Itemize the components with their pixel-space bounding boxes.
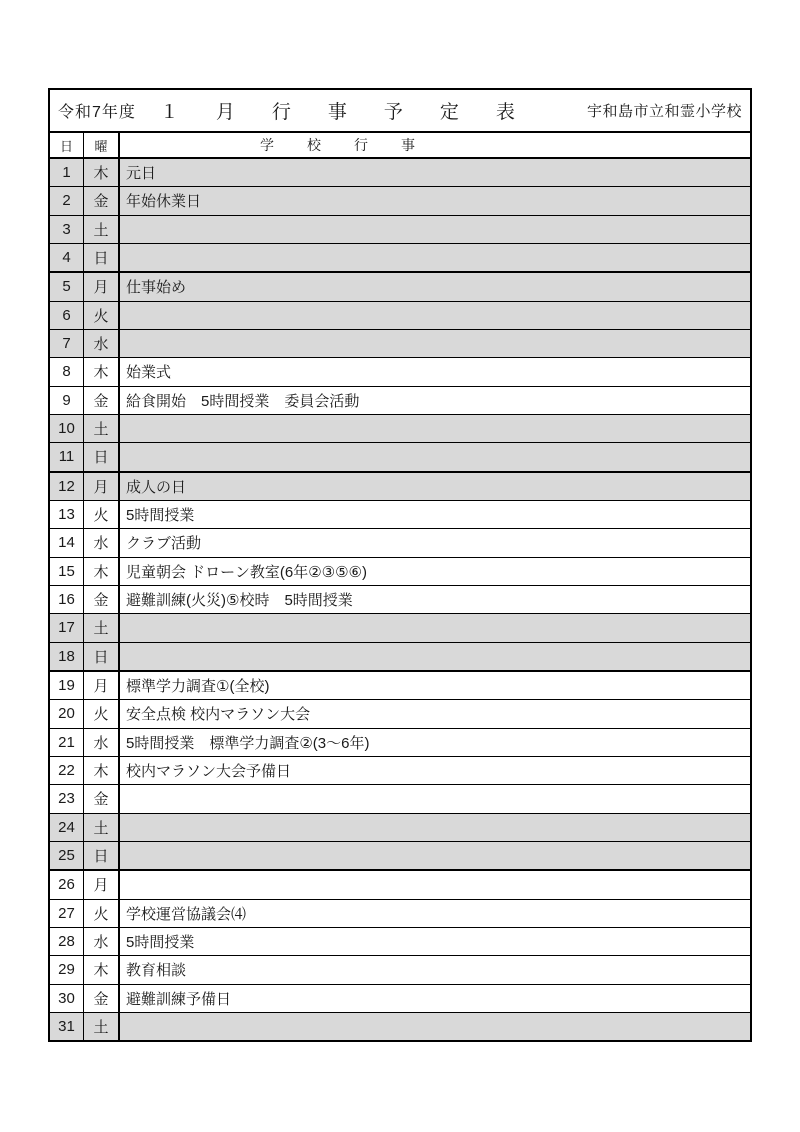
- weekday-cell: 日: [84, 443, 120, 470]
- event-cell: 教育相談: [126, 962, 187, 980]
- event-cell: [120, 244, 750, 271]
- table-row: [50, 415, 750, 443]
- day-cell: 5: [50, 273, 84, 300]
- weekday-cell: 金: [84, 586, 120, 613]
- weekday-cell: 日: [84, 244, 120, 271]
- weekday-cell: 金: [84, 187, 120, 214]
- table-row: [50, 529, 750, 557]
- weekday-cell: 水: [84, 729, 120, 756]
- table-row: [50, 558, 750, 586]
- event-cell: 給食開始 5時間授業 委員会活動: [126, 392, 360, 410]
- event-cell: [120, 1013, 750, 1040]
- event-cell: [120, 871, 750, 898]
- table-row: [50, 330, 750, 358]
- event-cell: [120, 415, 750, 442]
- day-cell: 12: [50, 473, 84, 500]
- weekday-cell: 月: [84, 871, 120, 898]
- day-cell: 2: [50, 187, 84, 214]
- day-cell: 18: [50, 643, 84, 670]
- table-row: [50, 387, 750, 415]
- day-cell: 23: [50, 785, 84, 812]
- event-cell: 児童朝会 ドローン教室(6年②③⑤⑥): [126, 563, 367, 581]
- table-row: [50, 928, 750, 956]
- table-row: [50, 473, 750, 501]
- weekday-cell: 土: [84, 1013, 120, 1040]
- day-cell: 14: [50, 529, 84, 556]
- table-row: [50, 757, 750, 785]
- weekday-cell: 月: [84, 273, 120, 300]
- day-cell: 10: [50, 415, 84, 442]
- weekday-cell: 土: [84, 614, 120, 641]
- table-title-row: [50, 90, 750, 133]
- schedule-rows: [50, 159, 750, 1040]
- weekday-cell: 木: [84, 757, 120, 784]
- weekday-cell: 木: [84, 358, 120, 385]
- day-cell: 1: [50, 159, 84, 186]
- table-row: [50, 216, 750, 244]
- table-row: [50, 244, 750, 273]
- day-cell: 20: [50, 700, 84, 727]
- event-cell: [120, 302, 750, 329]
- weekday-cell: 水: [84, 529, 120, 556]
- weekday-cell: 水: [84, 928, 120, 955]
- event-cell: クラブ活動: [126, 535, 202, 553]
- table-row: [50, 871, 750, 899]
- day-cell: 8: [50, 358, 84, 385]
- weekday-cell: 水: [84, 330, 120, 357]
- table-row: [50, 842, 750, 871]
- event-cell: [120, 785, 750, 812]
- weekday-cell: 火: [84, 302, 120, 329]
- event-cell: [120, 643, 750, 670]
- weekday-cell: 木: [84, 558, 120, 585]
- day-cell: 21: [50, 729, 84, 756]
- table-row: [50, 586, 750, 614]
- day-cell: 13: [50, 501, 84, 528]
- event-cell: 始業式: [126, 364, 172, 382]
- weekday-cell: 土: [84, 415, 120, 442]
- school-name-label: 宇和島市立和霊小学校: [586, 103, 742, 120]
- column-header-row: [50, 133, 750, 159]
- event-cell: [120, 814, 750, 841]
- table-row: [50, 814, 750, 842]
- event-cell: 5時間授業: [126, 934, 195, 952]
- event-cell: 元日: [126, 165, 157, 183]
- day-cell: 31: [50, 1013, 84, 1040]
- day-cell: 24: [50, 814, 84, 841]
- table-row: [50, 1013, 750, 1040]
- weekday-cell: 日: [84, 643, 120, 670]
- event-cell: 避難訓練(火災)⑤校時 5時間授業: [126, 592, 353, 610]
- col-header-school-events: 学校行事: [260, 137, 448, 153]
- day-cell: 22: [50, 757, 84, 784]
- event-cell: 標準学力調査①(全校): [126, 678, 270, 696]
- day-cell: 7: [50, 330, 84, 357]
- event-cell: 5時間授業 標準学力調査②(3～6年): [126, 734, 370, 752]
- weekday-cell: 木: [84, 159, 120, 186]
- day-cell: 17: [50, 614, 84, 641]
- table-row: [50, 501, 750, 529]
- weekday-cell: 月: [84, 672, 120, 699]
- weekday-cell: 火: [84, 501, 120, 528]
- event-cell: [120, 330, 750, 357]
- table-row: [50, 785, 750, 813]
- day-cell: 27: [50, 900, 84, 927]
- day-cell: 29: [50, 956, 84, 983]
- day-cell: 28: [50, 928, 84, 955]
- event-schedule-table: [48, 88, 752, 1042]
- day-cell: 11: [50, 443, 84, 470]
- event-cell: 5時間授業: [126, 507, 195, 525]
- day-cell: 16: [50, 586, 84, 613]
- event-cell: [120, 443, 750, 470]
- table-row: [50, 159, 750, 187]
- weekday-cell: 土: [84, 216, 120, 243]
- table-row: [50, 672, 750, 700]
- weekday-cell: 土: [84, 814, 120, 841]
- weekday-cell: 火: [84, 900, 120, 927]
- day-cell: 26: [50, 871, 84, 898]
- weekday-cell: 火: [84, 700, 120, 727]
- day-cell: 9: [50, 387, 84, 414]
- event-cell: [120, 842, 750, 869]
- day-cell: 3: [50, 216, 84, 243]
- weekday-cell: 金: [84, 387, 120, 414]
- day-cell: 6: [50, 302, 84, 329]
- day-cell: 4: [50, 244, 84, 271]
- weekday-cell: 木: [84, 956, 120, 983]
- event-cell: 年始休業日: [126, 193, 202, 211]
- table-row: [50, 187, 750, 215]
- weekday-cell: 金: [84, 985, 120, 1012]
- event-cell: 校内マラソン大会予備日: [126, 763, 292, 781]
- event-cell: 学校運営協議会⑷: [126, 905, 247, 923]
- event-cell: 成人の日: [126, 478, 187, 496]
- day-cell: 30: [50, 985, 84, 1012]
- day-cell: 25: [50, 842, 84, 869]
- weekday-cell: 金: [84, 785, 120, 812]
- event-cell: 安全点検 校内マラソン大会: [126, 706, 311, 724]
- weekday-cell: 日: [84, 842, 120, 869]
- col-header-weekday: 曜: [84, 133, 120, 157]
- table-row: [50, 729, 750, 757]
- table-row: [50, 956, 750, 984]
- weekday-cell: 月: [84, 473, 120, 500]
- table-row: [50, 273, 750, 301]
- table-row: [50, 302, 750, 330]
- table-row: [50, 358, 750, 386]
- event-cell: 仕事始め: [126, 279, 187, 297]
- page-title: １月行事予定表: [159, 102, 552, 123]
- day-cell: 15: [50, 558, 84, 585]
- event-cell: [120, 614, 750, 641]
- table-row: [50, 700, 750, 728]
- table-row: [50, 900, 750, 928]
- event-cell: [120, 216, 750, 243]
- table-row: [50, 443, 750, 472]
- table-row: [50, 985, 750, 1013]
- event-cell: 避難訓練予備日: [126, 990, 232, 1008]
- table-row: [50, 643, 750, 672]
- fiscal-year-label: 令和7年度: [58, 104, 136, 121]
- col-header-day: 日: [50, 133, 84, 157]
- day-cell: 19: [50, 672, 84, 699]
- table-row: [50, 614, 750, 642]
